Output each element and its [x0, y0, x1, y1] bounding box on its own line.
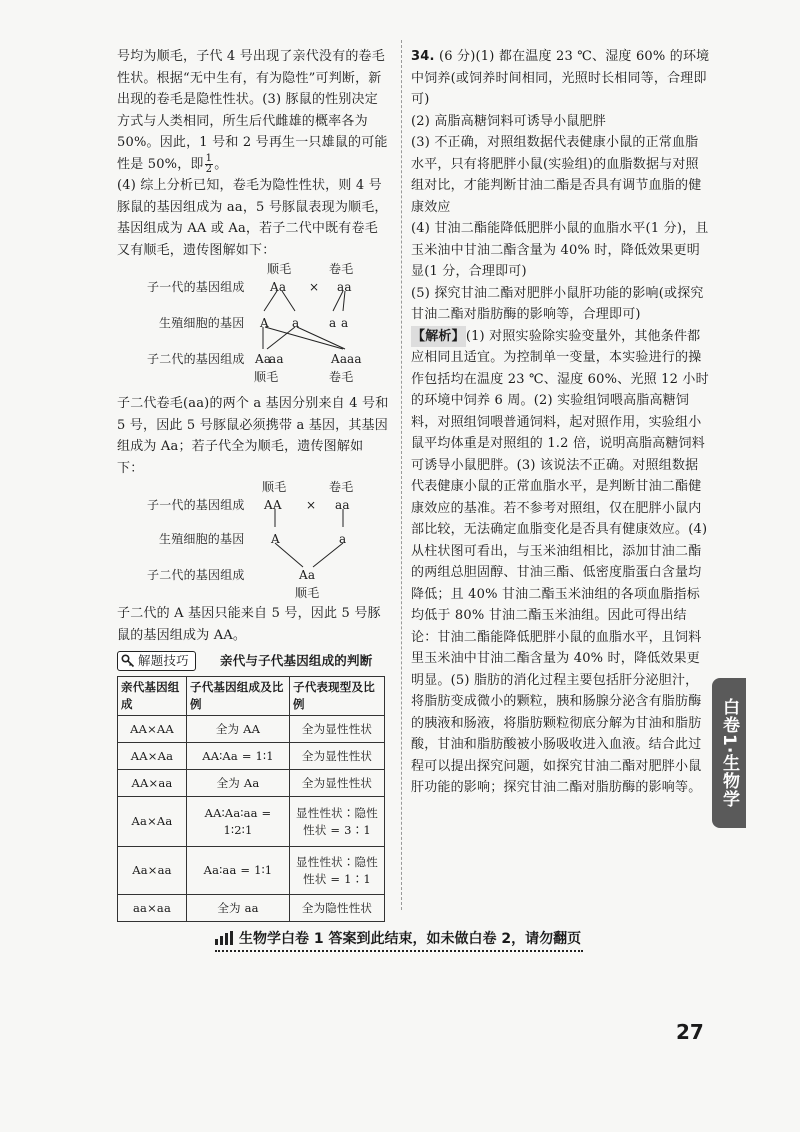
answer-line [411, 46, 711, 111]
table-cell: 全为显性性状 [290, 716, 385, 743]
answer-line: (4) 甘油二酯能降低肥胖小鼠的血脂水平(1 分)，且玉米油中甘油二酯含量为 40% 时，降低效果更明显(1 分，合理即可) [411, 221, 709, 279]
row-label-f1: 子一代的基因组成 [147, 280, 245, 294]
analysis-tag: 【解析】 [411, 326, 466, 348]
genotype: aa [335, 498, 350, 512]
offspring-genotype: aa [347, 352, 362, 366]
tip-badge-label: 解题技巧 [138, 653, 189, 668]
analysis-text: (1) 对照实验除实验变量外，其他条件都应相同且适宜。为控制单一变量，本实验进行的操作包括均在温度 23 ℃、湿度 60%、光照 12 小时的环境中饲养 6 周。(2) 实验组饲喂高脂高糖饲料，对照组饲喂普通饲料，起对照作用，实验组小鼠平均体重是对照组的 1.2 倍，说明高脂高糖饲料可诱导小鼠肥胖。(3) 该说法不正确。对照组数据代表健康小鼠的正常血脂水平，是判断甘油二酯健康效应的基准。若不参考对照组，仅在肥胖小鼠内部比较，无法确定血脂变化是否具有健康效应。(4) 从柱状图可看出，与玉米油组相比，添加甘油二酯的两组总胆固醇、甘油三酯、低密度脂蛋白含量均降低；且 40% 甘油二酯玉米油组的各项血脂指标均低于 80% 甘油二酯玉米油组。因此可得出结论：甘油二酯能降低肥胖小鼠的血脂水平，且饲料里玉米油中甘油二酯含量为 40% 时，降低效果更明显。(5) 脂肪的消化过程主要包括肝分泌胆汁，将脂肪变成微小的颗粒，胰和肠腺分泌含有脂肪酶的胰液和肠液，将脂肪颗粒彻底分解为甘油和脂肪酸，甘油和脂肪酸被小肠吸收进入血液。结合此过程可以提出探究问题，如探究甘油二酯对肥胖小鼠肝功能的影响；探究甘油二酯对脂肪酶的影响等。 [411, 328, 709, 795]
genotype: Aa [270, 280, 287, 294]
answer-line: (2) 高脂高糖饲料可诱导小鼠肥胖 [411, 113, 606, 129]
table-row [118, 716, 385, 743]
row-label-f2: 子二代的基因组成 [147, 352, 245, 366]
tip-heading: 亲代与子代基因组成的判断 [220, 653, 373, 668]
table-cell: 全为 aa [187, 895, 290, 922]
offspring-phenotype-right: 卷毛 [329, 370, 354, 384]
answer-paragraph: 子二代的 A 基因只能来自 5 号，因此 5 号豚鼠的基因组成为 AA。 [117, 606, 381, 643]
table-row [118, 743, 385, 770]
parent-phenotype-right: 卷毛 [329, 480, 354, 494]
column-header: 子代基因组成及比例 [187, 677, 290, 716]
parent-phenotype-left: 顺毛 [267, 262, 292, 276]
inheritance-diagram-2 [117, 479, 389, 599]
parent-phenotype-left: 顺毛 [262, 480, 287, 494]
offspring-genotype: aa [269, 352, 284, 366]
table-cell: AA×AA [118, 716, 187, 743]
table-header-row [118, 677, 385, 716]
table-cell: 全为 Aa [187, 770, 290, 797]
column-divider [401, 40, 402, 910]
cross-symbol: × [309, 280, 320, 294]
offspring-genotype: Aa [255, 352, 272, 366]
answer-line: (5) 探究甘油二酯对肥胖小鼠肝功能的影响(或探究甘油二酯对脂肪酶的影响等，合理即可) [411, 285, 704, 322]
table-cell: 全为显性性状 [290, 770, 385, 797]
table-cell: AA∶Aa = 1∶1 [187, 743, 290, 770]
left-column [117, 46, 389, 922]
text-span: 。 [214, 156, 228, 172]
table-cell: 全为 AA [187, 716, 290, 743]
footer-underline [215, 950, 583, 952]
offspring-phenotype: 顺毛 [295, 586, 320, 600]
table-cell: Aa×aa [118, 847, 187, 895]
answer-paragraph: (4) 综上分析已知，卷毛为隐性性状，则 4 号豚鼠的基因组成为 aa，5 号豚鼠表现为顺毛，基因组成为 AA 或 Aa，若子二代中既有卷毛又有顺毛，遗传图解如下： [117, 178, 388, 258]
genotype-table [117, 676, 385, 922]
row-label-gametes: 生殖细胞的基因 [159, 532, 245, 546]
footer-text: 生物学白卷 1 答案到此结束，如未做白卷 2，请勿翻页 [239, 931, 582, 947]
answer-text: (6 分)(1) 都在温度 23 ℃、湿度 60% 的环境中饲养(或饲养时间相同，光照时长相同等，合理即可) [411, 49, 710, 107]
page-number: 27 [676, 1020, 704, 1044]
column-header: 子代表现型及比例 [290, 677, 385, 716]
offspring-phenotype-left: 顺毛 [254, 370, 279, 384]
gamete: A [260, 316, 269, 330]
table-row [118, 797, 385, 847]
gamete: A [271, 532, 280, 546]
row-label-f2: 子二代的基因组成 [147, 568, 245, 582]
side-tab: 白卷1·生物学 [712, 678, 746, 828]
table-cell: Aa×Aa [118, 797, 187, 847]
tip-badge [117, 651, 196, 671]
parent-phenotype-right: 卷毛 [329, 262, 354, 276]
key-icon [121, 654, 135, 668]
gamete: a [339, 532, 347, 546]
gamete: a [329, 316, 337, 330]
offspring-genotype: Aa [331, 352, 348, 366]
table-row [118, 895, 385, 922]
row-label-f1: 子一代的基因组成 [147, 498, 245, 512]
answer-paragraph: 子二代卷毛(aa)的两个 a 基因分别来自 4 号和 5 号，因此 5 号豚鼠必须携带 a 基因，其基因组成为 Aa；若子代全为顺毛，遗传图解如下： [117, 396, 389, 476]
table-cell: AA×Aa [118, 743, 187, 770]
table-cell: 全为隐性性状 [290, 895, 385, 922]
bar-chart-icon [215, 931, 233, 945]
fraction [205, 154, 214, 175]
table-cell: 显性性状∶隐性性状 = 3∶1 [290, 797, 385, 847]
table-cell: aa×aa [118, 895, 187, 922]
right-column [411, 46, 711, 799]
genotype: aa [337, 280, 352, 294]
genotype: AA [264, 498, 282, 512]
table-cell: 全为显性性状 [290, 743, 385, 770]
table-row [118, 770, 385, 797]
inheritance-diagram-1 [117, 261, 389, 393]
column-header: 亲代基因组成 [118, 677, 187, 716]
answer-line: (3) 不正确，对照组数据代表健康小鼠的正常血脂水平，只有将肥胖小鼠(实验组)的血脂数据与对照组对比，才能判断甘油二酯是否具有调节血脂的健康效应 [411, 135, 702, 215]
text-span: 号均为顺毛，子代 4 号出现了亲代没有的卷毛性状。根据“无中生有，有为隐性”可判断，新出现的卷毛是隐性性状。(3) 豚鼠的性别决定方式与人类相同，所生后代雌雄的概率各为 50%。因此，1 号和 2 号再生一只雄鼠的可能性是 50%，即 [117, 49, 388, 172]
fraction-numerator: 1 [205, 152, 213, 164]
answer-paragraph [117, 46, 389, 175]
table-row [118, 847, 385, 895]
offspring-genotype: Aa [299, 568, 316, 582]
table-cell: AA×aa [118, 770, 187, 797]
cross-symbol: × [306, 498, 317, 512]
fraction-denominator: 2 [205, 163, 213, 175]
table-cell: Aa∶aa = 1∶1 [187, 847, 290, 895]
question-number: 34. [411, 49, 435, 64]
row-label-gametes: 生殖细胞的基因 [159, 316, 245, 330]
gamete: a [292, 316, 300, 330]
table-cell: AA∶Aa∶aa = 1∶2∶1 [187, 797, 290, 847]
table-cell: 显性性状∶隐性性状 = 1∶1 [290, 847, 385, 895]
footer-note [215, 928, 581, 948]
tip-header [117, 650, 389, 672]
analysis-paragraph [411, 326, 711, 799]
gamete: a [341, 316, 349, 330]
